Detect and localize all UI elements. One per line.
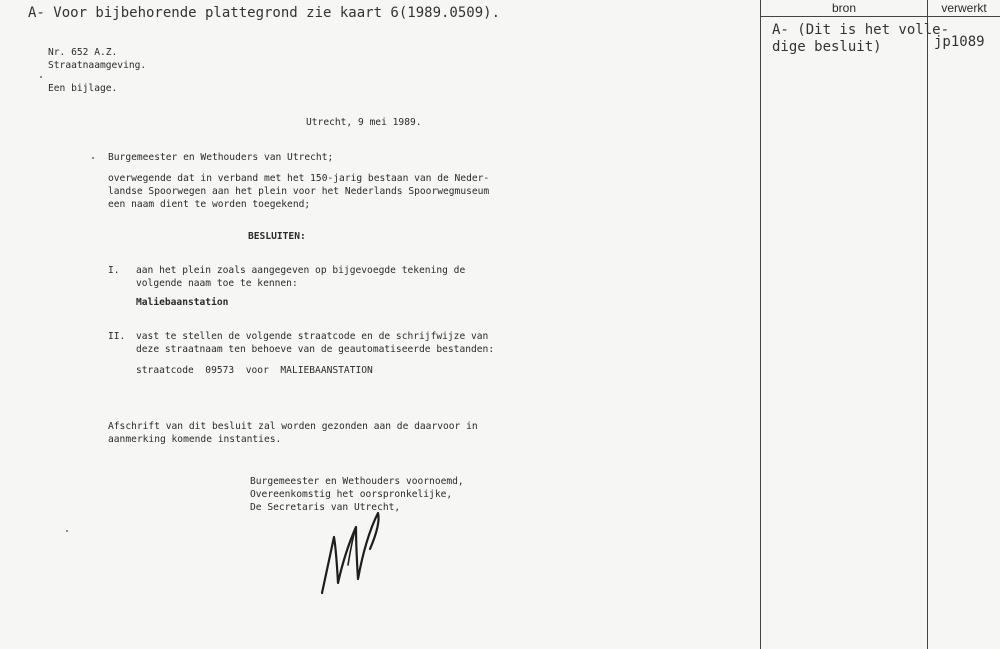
item-line: deze straatnaam ten behoeve van de geautomatiseerde bestanden: (136, 344, 495, 355)
copy-line: Afschrift van dit besluit zal worden gezonden aan de daarvoor in (108, 421, 478, 432)
item-line: vast te stellen de volgende straatcode en de schrijfwijze van (136, 331, 489, 342)
bron-line: dige besluit) (772, 39, 882, 55)
street-name: Maliebaanstation (136, 297, 229, 308)
considering-line: een naam dient te worden toegekend; (108, 199, 311, 210)
document-subject: Straatnaamgeving. (48, 60, 147, 71)
column-header-bron: bron (831, 1, 857, 15)
document-number: Nr. 652 A.Z. (48, 47, 118, 58)
table-header-rule (760, 16, 1000, 17)
bron-line: A- (Dit is het volle- (772, 22, 950, 38)
item-line: aan het plein zoals aangegeven op bijgevoegde tekening de (136, 265, 466, 276)
closing-line: Overeenkomstig het oorspronkelijke, (250, 489, 453, 500)
item-line: volgende naam toe te kennen: (136, 278, 298, 289)
closing-line: De Secretaris van Utrecht, (250, 502, 401, 513)
speck (92, 157, 94, 159)
header-note: A- Voor bijbehorende plattegrond zie kaart 6(1989.0509). (28, 5, 501, 21)
item-number: I. (108, 265, 120, 276)
considering-line: overwegende dat in verband met het 150-jarig bestaan van de Neder- (108, 173, 490, 184)
speck (66, 530, 68, 532)
verwerkt-cell: jp1089 (934, 34, 985, 50)
copy-line: aanmerking komende instanties. (108, 434, 282, 445)
closing-line: Burgemeester en Wethouders voornoemd, (250, 476, 464, 487)
column-header-verwerkt: verwerkt (941, 1, 987, 15)
table-divider (760, 0, 761, 649)
decide-heading: BESLUITEN: (248, 231, 306, 242)
table-divider (927, 0, 928, 649)
street-code-line: straatcode 09573 voor MALIEBAANSTATION (136, 365, 373, 376)
place-date: Utrecht, 9 mei 1989. (306, 117, 422, 128)
addressee: Burgemeester en Wethouders van Utrecht; (108, 152, 334, 163)
item-number: II. (108, 331, 126, 342)
bron-cell (772, 22, 949, 56)
speck (40, 76, 42, 78)
considering-line: landse Spoorwegen aan het plein voor het Nederlands Spoorwegmuseum (108, 186, 490, 197)
attachment-note: Een bijlage. (48, 83, 118, 94)
signature (312, 505, 392, 600)
